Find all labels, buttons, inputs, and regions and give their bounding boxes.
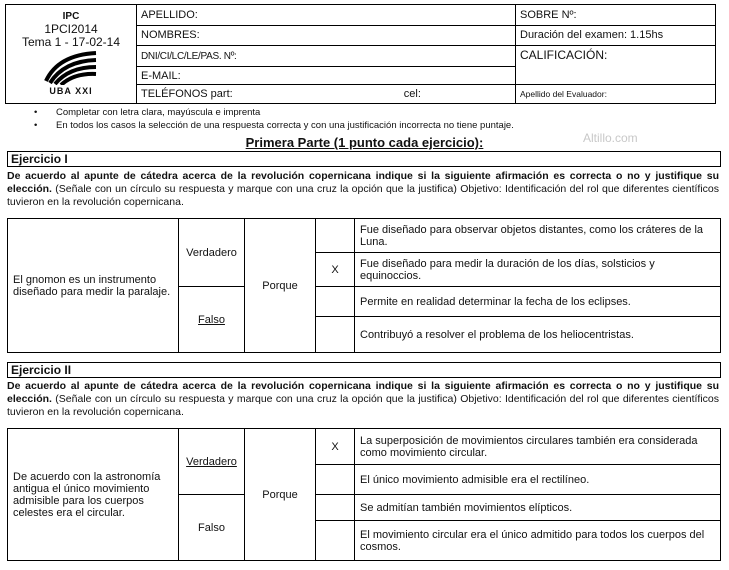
calificacion-label: CALIFICACIÓN: [520, 48, 608, 63]
exercise-2-option-3: Se admitían también movimientos elípticos. [355, 495, 721, 521]
header-logo-block [6, 5, 137, 104]
exercise-2-title: Ejercicio II [7, 362, 721, 378]
exercise-1-mark-3[interactable] [316, 287, 355, 317]
duracion-label: Duración del examen: 1.15hs [520, 29, 664, 42]
exercise-1-mark-4[interactable] [316, 317, 355, 353]
ipc-label: IPC [62, 11, 80, 22]
exercise-1-statement: El gnomon es un instrumento diseñado para medir la paralaje. [8, 219, 179, 353]
dni-label: DNI/CI/LC/LE/PAS. Nº: [141, 51, 237, 63]
apellido-field[interactable] [137, 5, 516, 26]
exercise-2-false-option[interactable]: Falso [179, 495, 245, 561]
instruction-item: • En todos los casos la selección de una respuesta correcta y con una justificación incorrecta no tiene puntaje. [34, 119, 514, 132]
telefonos-label: TELÉFONOS part: [141, 88, 233, 101]
dni-field[interactable] [137, 46, 516, 67]
brand-label: UBA XXI [49, 86, 93, 96]
exercise-2-mark-1[interactable]: X [316, 429, 355, 465]
nombres-label: NOMBRES: [141, 29, 200, 42]
watermark: Altillo.com [583, 131, 638, 145]
evaluador-label: Apellido del Evaluador: [520, 89, 607, 100]
cel-label: cel: [403, 88, 421, 101]
exercise-1-mark-1[interactable] [316, 219, 355, 253]
exercise-2-table [7, 428, 721, 561]
nombres-field[interactable] [137, 25, 516, 46]
exercise-1-mark-2[interactable]: X [316, 253, 355, 287]
header-form [5, 4, 716, 104]
exercise-2-option-2: El único movimiento admisible era el rectilíneo. [355, 465, 721, 495]
exam-topic-date: Tema 1 - 17-02-14 [21, 35, 121, 49]
telefonos-field[interactable] [137, 85, 516, 104]
duracion-cell [516, 25, 716, 46]
exercise-2-instructions [7, 380, 719, 419]
email-field[interactable] [137, 66, 516, 85]
exercise-1-title: Ejercicio I [7, 151, 721, 167]
exercise-1-option-2: Fue diseñado para medir la duración de los días, solsticios y equinoccios. [355, 253, 721, 287]
exercise-1-option-1: Fue diseñado para observar objetos distantes, como los cráteres de la Luna. [355, 219, 721, 253]
exercise-1-false-option[interactable]: Falso [179, 287, 245, 353]
exercise-1-instr-bold: De acuerdo al apunte de cátedra acerca de la revolución copernicana indique si la siguiente afirmación es correcta o no y justifique su elección. [7, 170, 719, 195]
calificacion-cell [516, 46, 716, 85]
exercise-2-mark-4[interactable] [316, 521, 355, 561]
exercise-2-statement: De acuerdo con la astronomía antigua el único movimiento admisible para los cuerpos celestes era el circular. [8, 429, 179, 561]
exercise-2-mark-2[interactable] [316, 465, 355, 495]
exercise-2-option-1: La superposición de movimientos circulares también era considerada como movimiento circular. [355, 429, 721, 465]
part-title: Primera Parte (1 punto cada ejercicio): [245, 135, 484, 150]
instructions-list [34, 106, 514, 132]
exam-code: 1PCI2014 [44, 22, 98, 36]
uba-logo-icon [6, 51, 136, 85]
evaluador-field[interactable] [516, 85, 716, 104]
exercise-1-table [7, 218, 721, 353]
exercise-2-option-4: El movimiento circular era el único admitido para todos los cuerpos del cosmos. [355, 521, 721, 561]
exercise-1-instructions [7, 170, 719, 209]
exercise-2-true-option[interactable]: Verdadero [179, 429, 245, 495]
exercise-1-true-option[interactable]: Verdadero [179, 219, 245, 287]
exercise-2-instr-rest: (Señale con un círculo su respuesta y marque con una cruz la opción que la justifica) Objetivo: Identificación del rol que diferentes científicos tuvieron en la revolución copernicana. [7, 393, 719, 418]
exercise-1-option-4: Contribuyó a resolver el problema de los heliocentristas. [355, 317, 721, 353]
apellido-label: APELLIDO: [141, 8, 198, 21]
exercise-1-because: Porque [245, 219, 316, 353]
sobre-field[interactable] [516, 5, 716, 26]
exercise-1-instr-rest: (Señale con un círculo su respuesta y marque con una cruz la opción que la justifica) Objetivo: Identificación del rol que diferentes científicos tuvieron en la revolución copernicana. [7, 183, 719, 208]
instruction-item: • Completar con letra clara, mayúscula e imprenta [34, 106, 514, 119]
exercise-2-mark-3[interactable] [316, 495, 355, 521]
exercise-1-option-3: Permite en realidad determinar la fecha de los eclipses. [355, 287, 721, 317]
exercise-2-instr-bold: De acuerdo al apunte de cátedra acerca de la revolución copernicana indique si la siguiente afirmación es correcta o no y justifique su elección. [7, 380, 719, 405]
exercise-2-because: Porque [245, 429, 316, 561]
sobre-label: SOBRE Nº: [520, 8, 577, 21]
email-label: E-MAIL: [141, 69, 181, 82]
